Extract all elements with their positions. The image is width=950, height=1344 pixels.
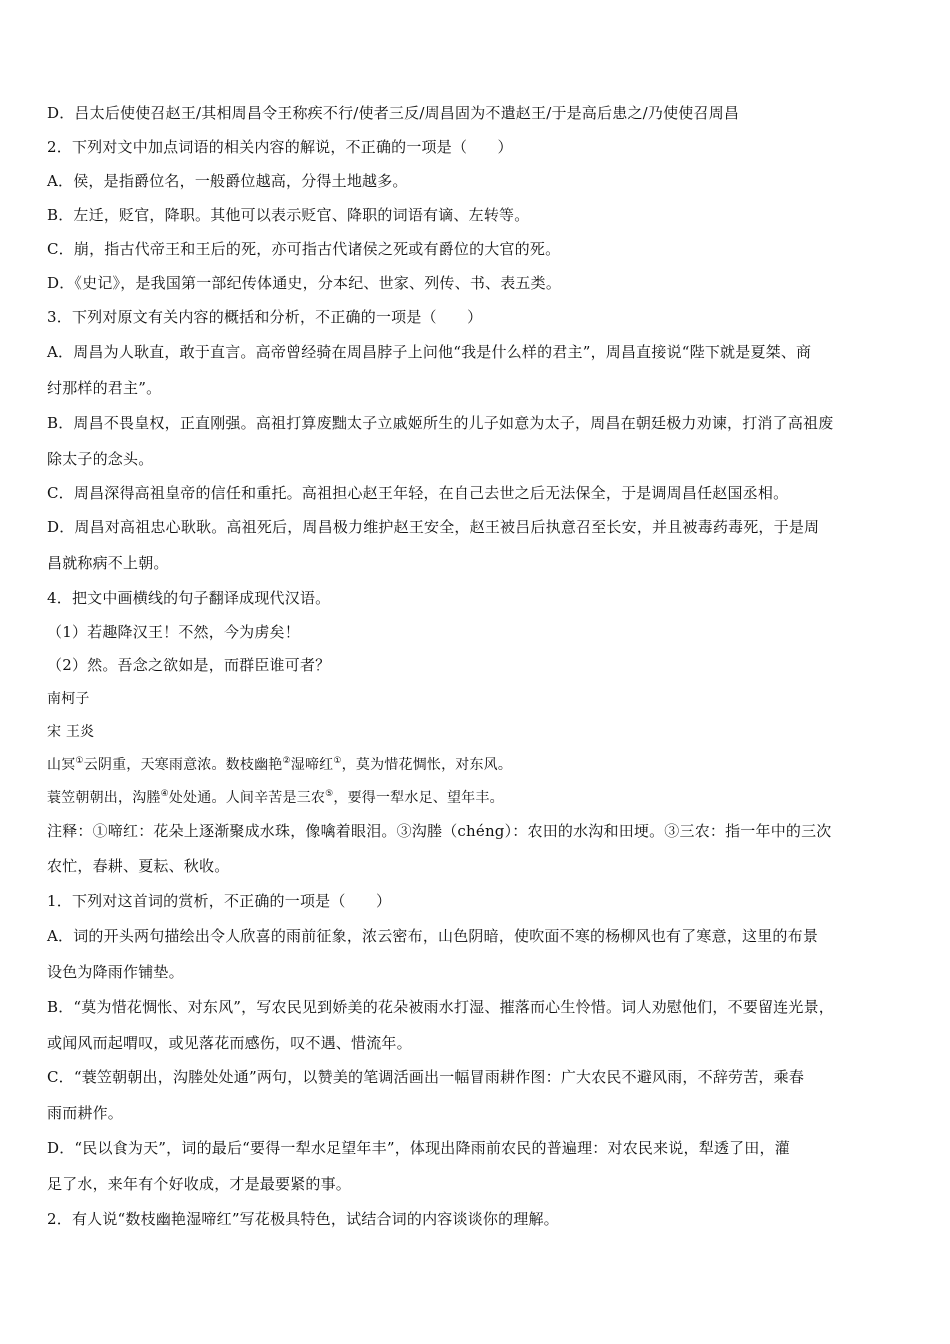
translation-item-1: （1）若趣降汉王！不然，今为虏矣！ xyxy=(47,623,300,641)
poem-question-1-stem: 1．下列对这首词的赏析，不正确的一项是（ ） xyxy=(47,892,392,910)
option-a: A．周昌为人耿直，敢于直言。高帝曾经骑在周昌脖子上问他“我是什么样的君主”，周昌直接说“陛下就是夏桀、商 xyxy=(47,343,812,361)
option-b: B．周昌不畏皇权，正直刚强。高祖打算废黜太子立戚姬所生的儿子如意为太子，周昌在朝廷极力劝谏，打消了高祖废 xyxy=(47,414,834,432)
poem-line-2: 蓑笠朝朝出，沟塍④处处通。人间辛苦是三农⑤，要得一犁水足、望年丰。 xyxy=(47,789,504,806)
option-d-cont: 昌就称病不上朝。 xyxy=(47,554,169,572)
option-a: A．侯，是指爵位名，一般爵位越高，分得土地越多。 xyxy=(47,172,408,190)
text-line: D．吕太后使使召赵王/其相周昌令王称疾不行/使者三反/周昌固为不遣赵王/于是高后患之/乃使使召周昌 xyxy=(47,104,740,122)
poem-question-2-stem: 2．有人说“数枝幽艳湿啼红”写花极具特色，试结合词的内容谈谈你的理解。 xyxy=(47,1210,559,1228)
option-a-cont: 纣那样的君主”。 xyxy=(47,379,162,397)
question-4-stem: 4．把文中画横线的句子翻译成现代汉语。 xyxy=(47,589,331,607)
option-b-cont: 或闻风而起喟叹，或见落花而感伤，叹不遇、惜流年。 xyxy=(47,1034,412,1052)
poem-author: 宋 王炎 xyxy=(47,724,95,740)
option-b: B．“莫为惜花惆怅、对东风”，写农民见到娇美的花朵被雨水打湿、摧落而心生怜惜。词人劝慰他们，不要留连光景， xyxy=(47,998,834,1016)
poem-line-1: 山冥①云阴重，天寒雨意浓。数枝幽艳②湿啼红①，莫为惜花惆怅，对东风。 xyxy=(47,756,513,773)
option-c: C．“蓑笠朝朝出，沟塍处处通”两句，以赞美的笔调活画出一幅冒雨耕作图：广大农民不避风雨，不辞劳苦，乘春 xyxy=(47,1068,805,1086)
option-c: C．崩，指古代帝王和王后的死，亦可指古代诸侯之死或有爵位的大官的死。 xyxy=(47,240,561,258)
option-b: B．左迁，贬官，降职。其他可以表示贬官、降职的词语有谪、左转等。 xyxy=(47,206,530,224)
option-d: D．“民以食为天”，词的最后“要得一犁水足望年丰”，体现出降雨前农民的普遍理：对农民来说，犁透了田，灌 xyxy=(47,1139,790,1157)
question-2-stem: 2．下列对文中加点词语的相关内容的解说，不正确的一项是（ ） xyxy=(47,138,513,156)
option-c-cont: 雨而耕作。 xyxy=(47,1104,124,1122)
option-d: D．周昌对高祖忠心耿耿。高祖死后，周昌极力维护赵王安全，赵王被吕后执意召至长安，并且被毒药毒死，于是周 xyxy=(47,518,820,536)
option-a-cont: 设色为降雨作铺垫。 xyxy=(47,963,184,981)
option-c: C．周昌深得高祖皇帝的信任和重托。高祖担心赵王年轻，在自己去世之后无法保全，于是调周昌任赵国丞相。 xyxy=(47,484,789,502)
poem-title: 南柯子 xyxy=(47,691,90,707)
question-3-stem: 3．下列对原文有关内容的概括和分析，不正确的一项是（ ） xyxy=(47,308,483,326)
poem-notes-cont: 农忙，春耕、夏耘、秋收。 xyxy=(47,857,230,875)
poem-notes: 注释：①啼红：花朵上逐渐聚成水珠，像噙着眼泪。③沟塍（chéng）：农田的水沟和田埂。③三农：指一年中的三次 xyxy=(47,822,832,840)
option-d: D．《史记》，是我国第一部纪传体通史，分本纪、世家、列传、书、表五类。 xyxy=(47,274,562,292)
option-d-cont: 足了水，来年有个好收成，才是最要紧的事。 xyxy=(47,1175,352,1193)
option-a: A．词的开头两句描绘出令人欣喜的雨前征象，浓云密布，山色阴暗，使吹面不寒的杨柳风也有了寒意，这里的布景 xyxy=(47,927,819,945)
translation-item-2: （2）然。吾念之欲如是，而群臣谁可者？ xyxy=(47,656,331,674)
option-b-cont: 除太子的念头。 xyxy=(47,450,154,468)
